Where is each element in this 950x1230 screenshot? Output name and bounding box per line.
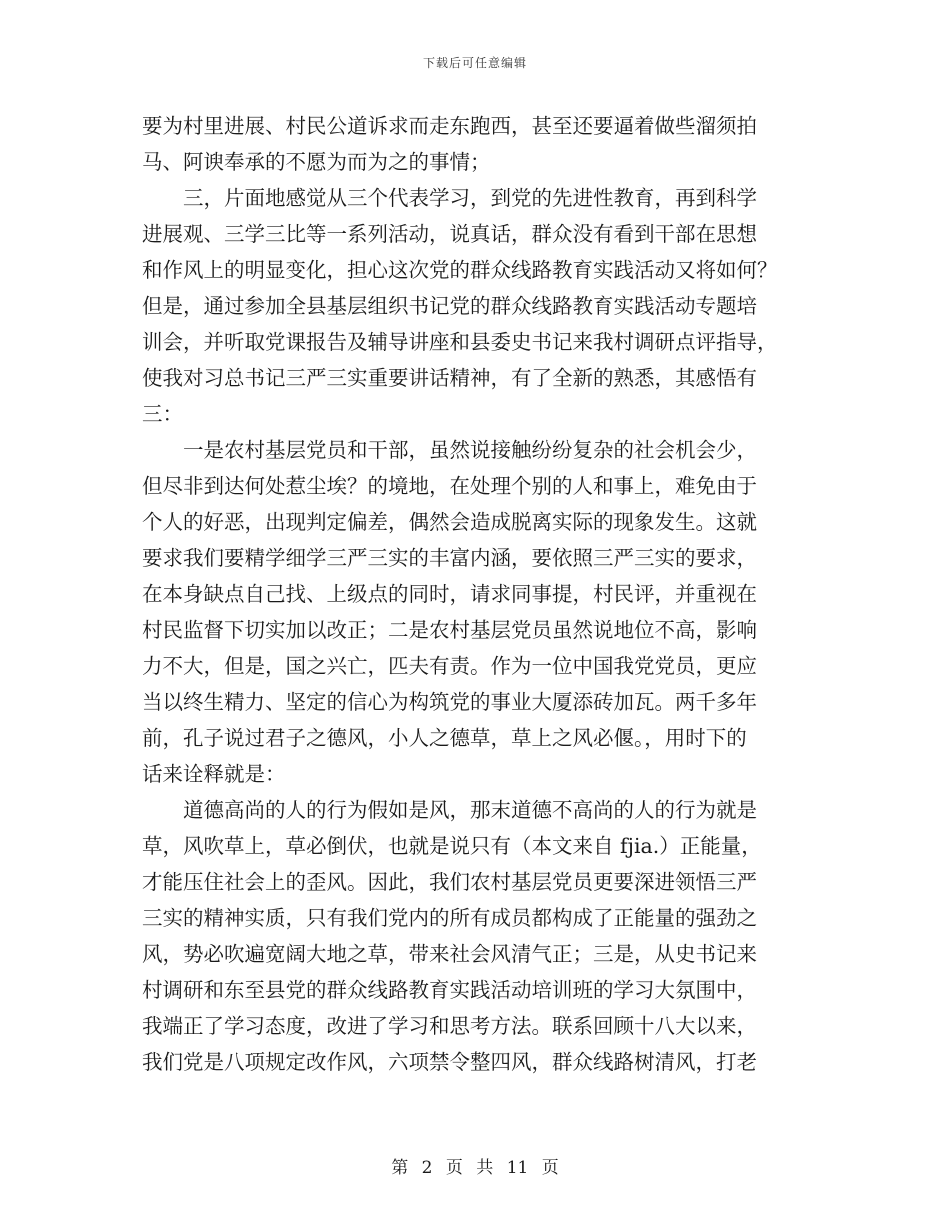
text-line: 我们党是八项规定改作风，六项禁令整四风，群众线路树清风，打老 bbox=[142, 1050, 757, 1074]
text-line: 村调研和东至县党的群众线路教育实践活动培训班的学习大氛围中， bbox=[142, 978, 757, 1002]
page-header: 下载后可任意编辑 bbox=[422, 56, 527, 70]
text-line: 三，片面地感觉从三个代表学习，到党的先进性教育，再到科学 bbox=[142, 186, 757, 210]
text-line: 在本身缺点自己找、上级点的同时，请求同事提，村民评，并重视在 bbox=[142, 582, 757, 606]
footer-page-word: 页 bbox=[445, 1158, 463, 1178]
text-line: 和作风上的明显变化，担心这次党的群众线路教育实践活动又将如何？ bbox=[142, 258, 778, 282]
footer-prefix: 第 bbox=[391, 1158, 409, 1178]
text-line: 个人的好恶，出现判定偏差，偶然会造成脱离实际的现象发生。这就 bbox=[142, 510, 757, 534]
text-line: 但是，通过参加全县基层组织书记党的群众线路教育实践活动专题培 bbox=[142, 294, 757, 318]
footer-total-word: 共 bbox=[476, 1158, 494, 1178]
text-line: 话来诠释就是： bbox=[142, 762, 286, 786]
text-line: 使我对习总书记三严三实重要讲话精神，有了全新的熟悉，其感悟有 bbox=[142, 366, 757, 390]
current-page-number: 2 bbox=[421, 1158, 433, 1178]
text-line: 当以终生精力、坚定的信心为构筑党的事业大厦添砖加瓦。两千多年 bbox=[142, 690, 757, 714]
document-body bbox=[142, 108, 810, 1080]
total-page-count: 11 bbox=[506, 1158, 529, 1178]
text-line: 三实的精神实质，只有我们党内的所有成员都构成了正能量的强劲之 bbox=[142, 906, 757, 930]
footer-suffix: 页 bbox=[541, 1158, 559, 1178]
text-line: 要为村里进展、村民公道诉求而走东跑西，甚至还要逼着做些溜须拍 bbox=[142, 114, 757, 138]
text-line: 力不大，但是，国之兴亡，匹夫有责。作为一位中国我党党员，更应 bbox=[142, 654, 757, 678]
text-line: 训会，并听取党课报告及辅导讲座和县委史书记来我村调研点评指导， bbox=[142, 330, 778, 354]
text-line: 要求我们要精学细学三严三实的丰富内涵，要依照三严三实的要求， bbox=[142, 546, 757, 570]
text-line: 道德高尚的人的行为假如是风，那末道德不高尚的人的行为就是 bbox=[142, 798, 757, 822]
text-line: 三： bbox=[142, 402, 183, 426]
text-line: 村民监督下切实加以改正；二是农村基层党员虽然说地位不高，影响 bbox=[142, 618, 757, 642]
text-line: 马、阿谀奉承的不愿为而为之的事情； bbox=[142, 150, 491, 174]
page-number-footer bbox=[0, 1153, 950, 1178]
text-line: 但尽非到达何处惹尘埃？的境地，在处理个别的人和事上，难免由于 bbox=[142, 474, 757, 498]
text-line: 进展观、三学三比等一系列活动，说真话，群众没有看到干部在思想 bbox=[142, 222, 757, 246]
text-line: 草，风吹草上，草必倒伏，也就是说只有（本文来自 fjia.）正能量， bbox=[142, 834, 762, 858]
text-line: 才能压住社会上的歪风。因此，我们农村基层党员更要深进领悟三严 bbox=[142, 870, 757, 894]
text-line: 风，势必吹遍宽阔大地之草，带来社会风清气正；三是，从史书记来 bbox=[142, 942, 757, 966]
text-line: 一是农村基层党员和干部，虽然说接触纷纷复杂的社会机会少， bbox=[142, 438, 757, 462]
text-line: 前，孔子说过君子之德风，小人之德草，草上之风必偃。，用时下的 bbox=[142, 726, 747, 750]
text-line: 我端正了学习态度，改进了学习和思考方法。联系回顾十八大以来， bbox=[142, 1014, 757, 1038]
